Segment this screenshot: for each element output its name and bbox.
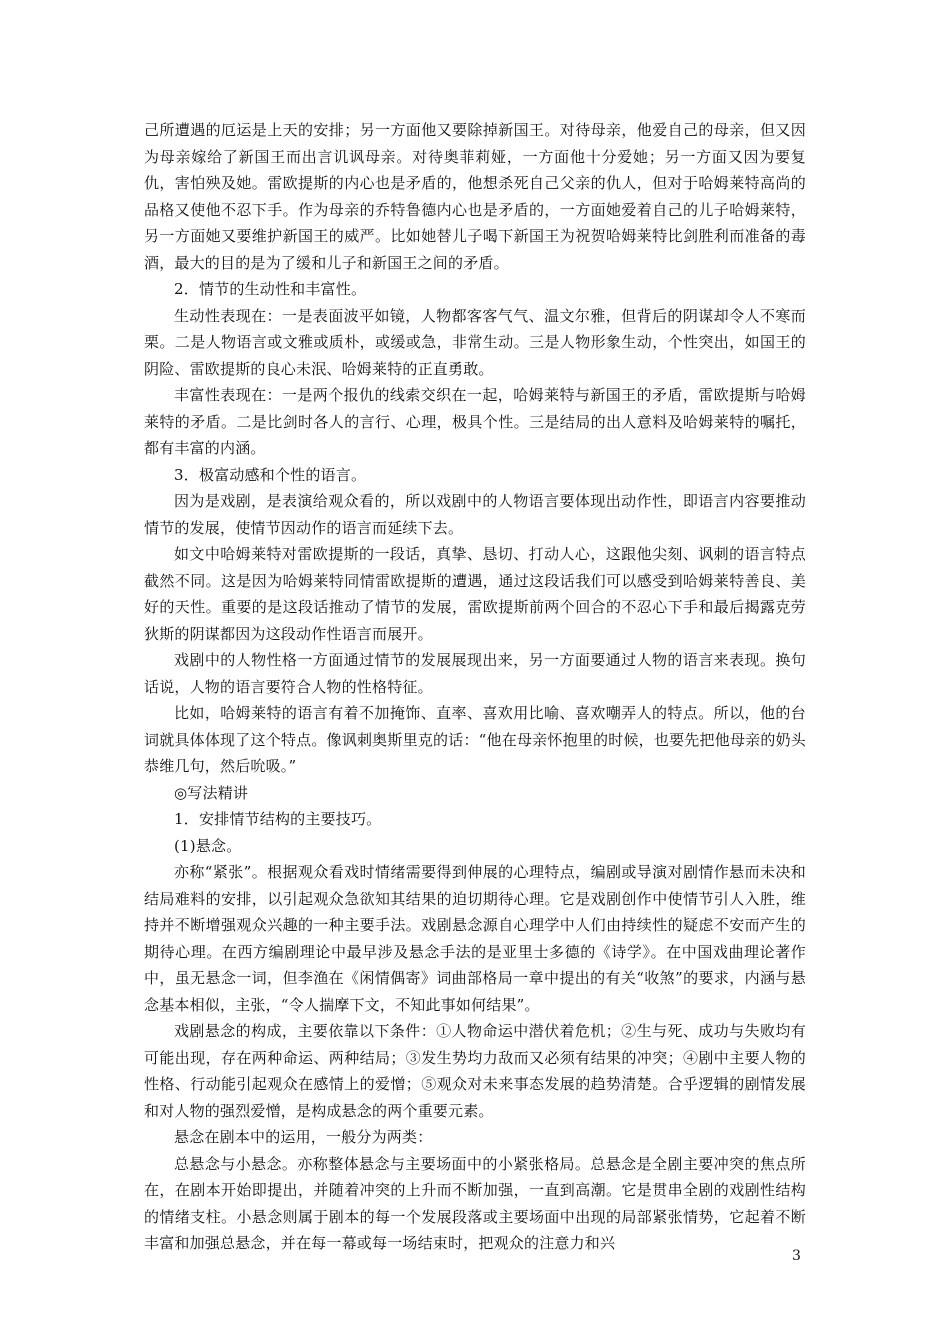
paragraph: 总悬念与小悬念。亦称整体悬念与主要场面中的小紧张格局。总悬念是全剧主要冲突的焦点所在，在剧本开始即提出，并随着冲突的上升而不断加强，一直到高潮。它是贯串全剧的戏剧性结构的情绪支柱。小悬念则属于剧本的每一个发展段落或主要场面中出现的局部紧张情势，它起着不断丰富和加强总悬念，并在每一幕或每一场结束时，把观众的注意力和兴	[144, 1154, 806, 1252]
section-heading: 3．极富动感和个性的语言。	[174, 465, 367, 484]
page-number: 3	[792, 1248, 801, 1264]
subsection-heading: (1)悬念。	[174, 836, 242, 855]
paragraph: 己所遭遇的厄运是上天的安排；另一方面他又要除掉新国王。对待母亲，他爱自己的母亲，但又因为母亲嫁给了新国王而出言讥讽母亲。对待奥菲莉娅，一方面他十分爱她；另一方面又因为要复仇，害怕殃及她。雷欧提斯的内心也是矛盾的，他想杀死自己父亲的仇人，但对于哈姆莱特高尚的品格又使他不忍下手。作为母亲的乔特鲁德内心也是矛盾的，一方面她爱着自己的儿子哈姆莱特，另一方面她又要维护新国王的威严。比如她替儿子喝下新国王为祝贺哈姆莱特比剑胜利而准备的毒酒，最大的目的是为了缓和儿子和新国王之间的矛盾。	[144, 121, 806, 272]
paragraph: 戏剧中的人物性格一方面通过情节的发展展现出来，另一方面要通过人物的语言来表现。换句话说，人物的语言要符合人物的性格特征。	[144, 651, 806, 696]
paragraph: 如文中哈姆莱特对雷欧提斯的一段话，真挚、恳切、打动人心，这跟他尖刻、讽刺的语言特点截然不同。这是因为哈姆莱特同情雷欧提斯的遭遇，通过这段话我们可以感受到哈姆莱特善良、美好的天性。重要的是这段话推动了情节的发展，雷欧提斯前两个回合的不忍心下手和最后揭露克劳狄斯的阴谋都因为这段动作性语言而展开。	[144, 545, 806, 643]
paragraph: 悬念在剧本中的运用，一般分为两类：	[174, 1128, 433, 1146]
paragraph: 生动性表现在：一是表面波平如镜，人物都客客气气、温文尔雅，但背后的阴谋却令人不寒而栗。二是人物语言或文雅或质朴，或缓或急，非常生动。三是人物形象生动，个性突出，如国王的阴险、雷欧提斯的良心未泯、哈姆莱特的正直勇敢。	[144, 306, 806, 378]
body-text	[144, 117, 806, 1257]
paragraph: 比如，哈姆莱特的语言有着不加掩饰、直率、喜欢用比喻、喜欢嘲弄人的特点。所以，他的台词就具体体现了这个特点。像讽刺奥斯里克的话：“他在母亲怀抱里的时候，也要先把他母亲的奶头恭维几句，然后吮吸。”	[144, 704, 806, 775]
section-heading: 2．情节的生动性和丰富性。	[174, 280, 367, 298]
paragraph: 丰富性表现在：一是两个报仇的线索交织在一起，哈姆莱特与新国王的矛盾，雷欧提斯与哈姆莱特的矛盾。二是比剑时各人的言行、心理，极具个性。三是结局的出人意料及哈姆莱特的嘱托，都有丰富的内涵。	[144, 386, 806, 457]
paragraph: 因为是戏剧，是表演给观众看的，所以戏剧中的人物语言要体现出动作性，即语言内容要推动情节的发展，使情节因动作的语言而延续下去。	[144, 492, 806, 537]
paragraph: 戏剧悬念的构成，主要依靠以下条件：①人物命运中潜伏着危机；②生与死、成功与失败均有可能出现，存在两种命运、两种结局；③发生势均力敌而又必须有结果的冲突；④剧中主要人物的性格、行动能引起观众在感情上的爱憎；⑤观众对未来事态发展的趋势清楚。合乎逻辑的剧情发展和对人物的强烈爱憎，是构成悬念的两个重要元素。	[144, 1022, 806, 1120]
section-title: ◎写法精讲	[174, 783, 249, 802]
section-heading: 1．安排情节结构的主要技巧。	[174, 810, 382, 828]
paragraph: 亦称“紧张”。根据观众看戏时情绪需要得到伸展的心理特点，编剧或导演对剧情作悬而未决和结局难料的安排，以引起观众急欲知其结果的迫切期待心理。它是戏剧创作中使情节引人入胜，维持并不断增强观众兴趣的一种主要手法。戏剧悬念源自心理学中人们由持续性的疑虑不安而产生的期待心理。在西方编剧理论中最早涉及悬念手法的是亚里士多德的《诗学》。在中国戏曲理论著作中，虽无悬念一词，但李渔在《闲情偶寄》词曲部格局一章中提出的有关“收煞”的要求，内涵与悬念基本相似，主张，“令人揣摩下文，不知此事如何结果”。	[144, 863, 806, 1014]
